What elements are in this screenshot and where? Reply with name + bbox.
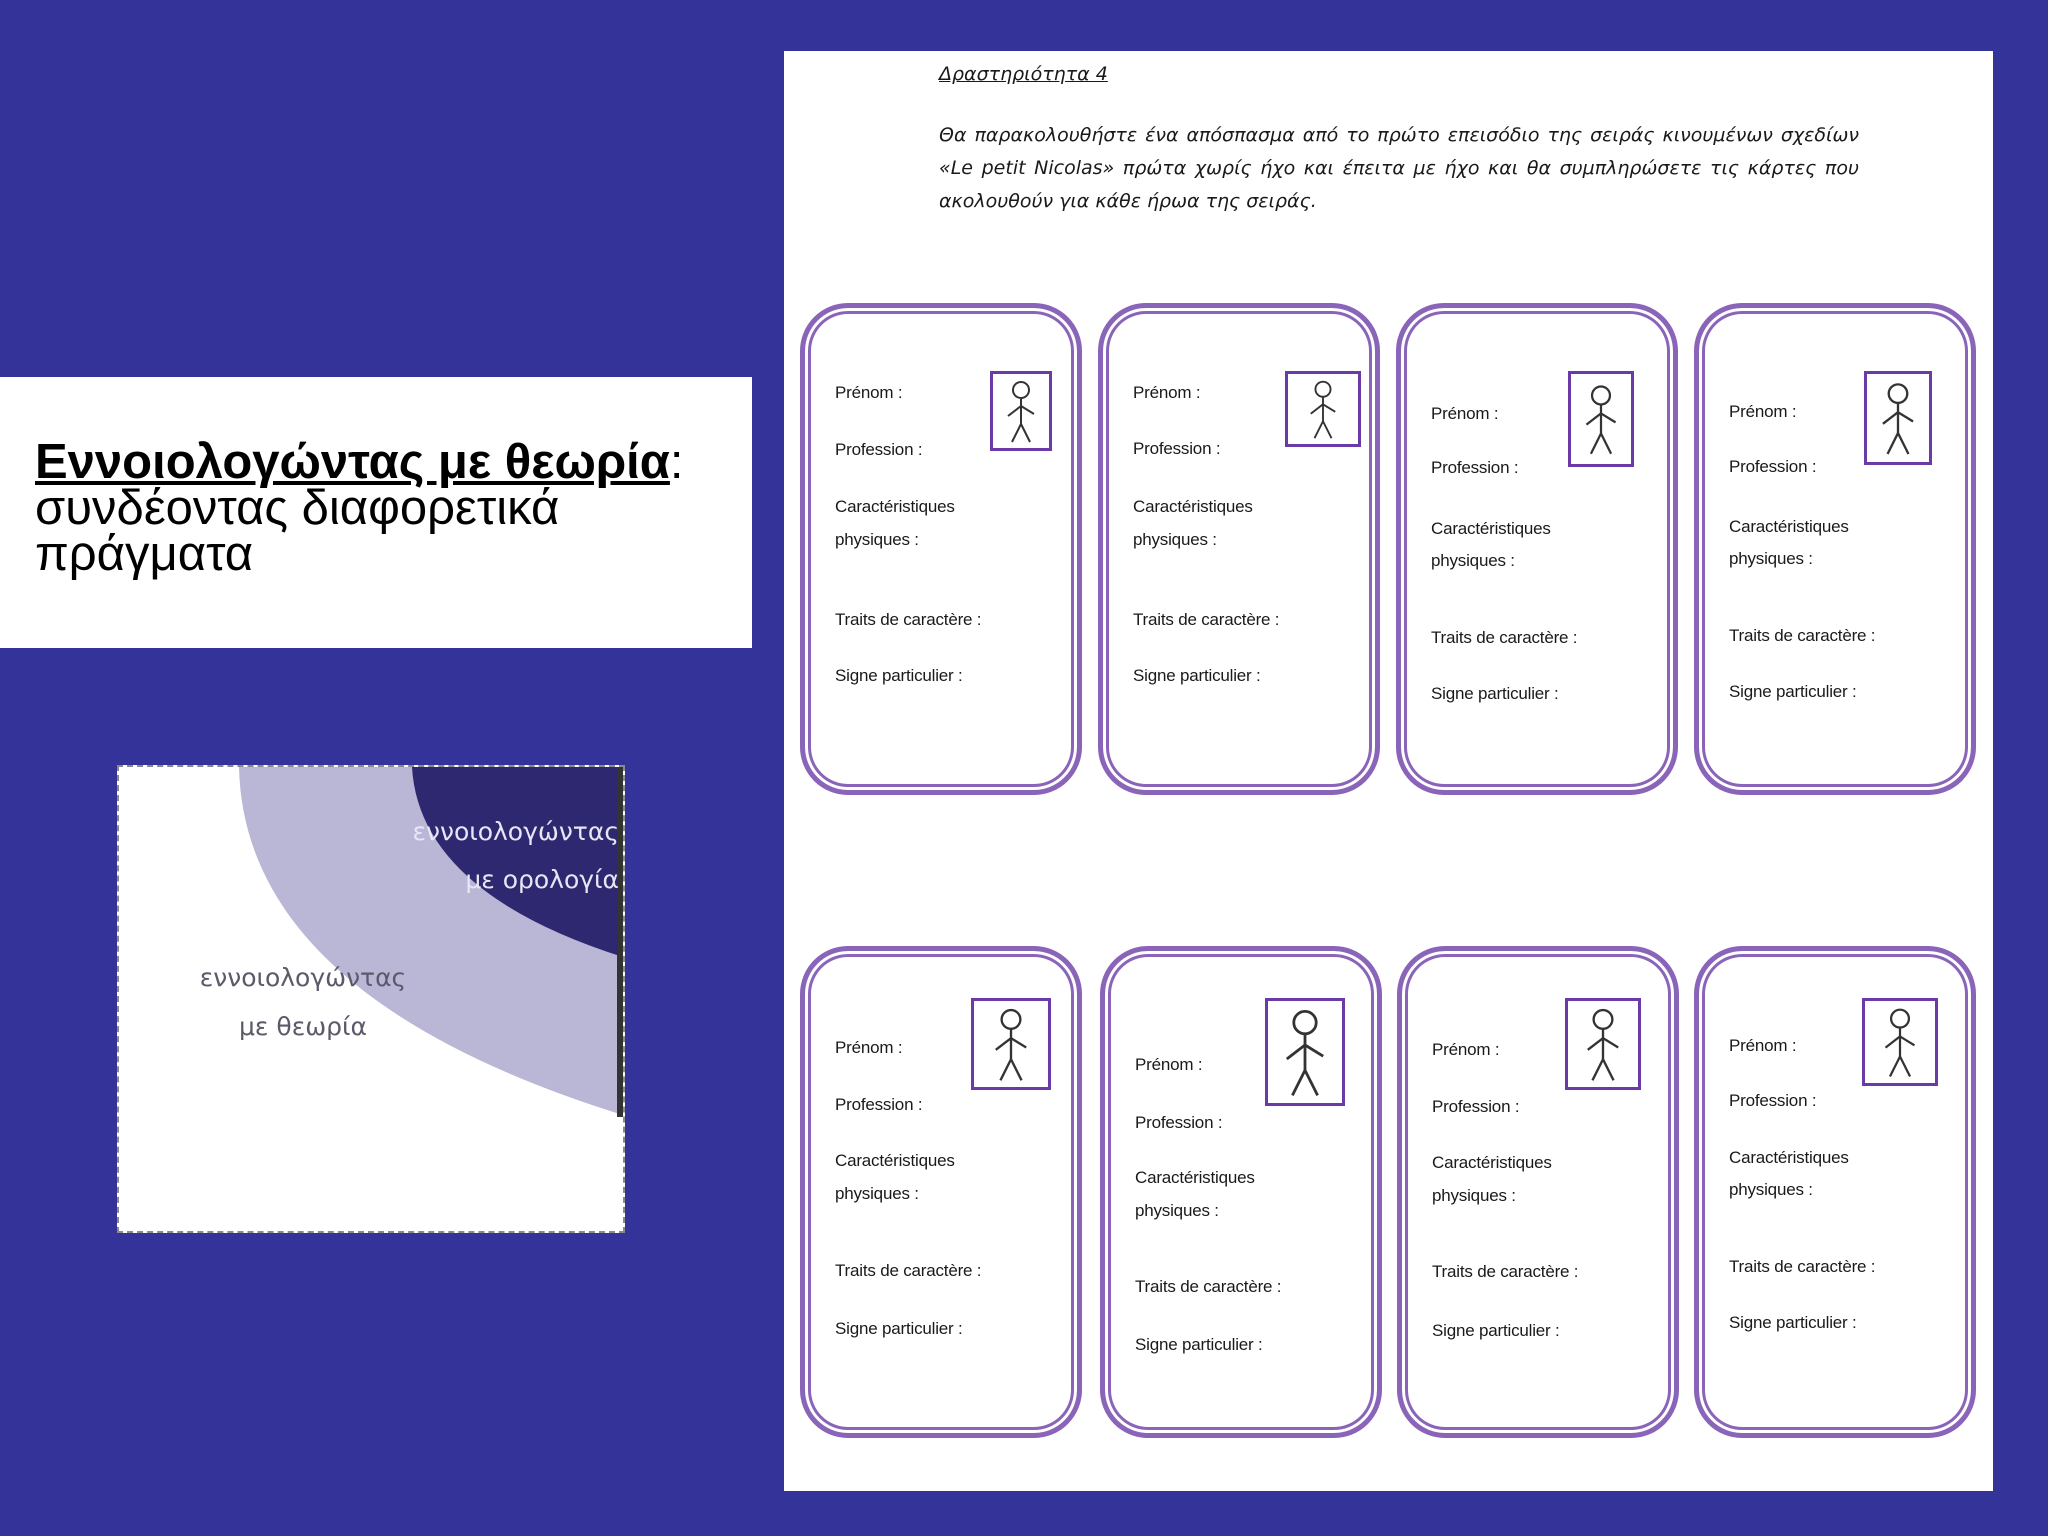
field-profession: Profession :: [1431, 458, 1519, 477]
character-card: [800, 946, 1082, 1438]
field-physiques: physiques :: [835, 530, 919, 549]
field-physiques: physiques :: [1133, 530, 1217, 549]
field-traits: Traits de caractère :: [835, 610, 982, 629]
field-traits: Traits de caractère :: [1729, 1257, 1876, 1276]
slide-title: [35, 435, 718, 581]
field-profession: Profession :: [1432, 1097, 1520, 1116]
field-prenom: Prénom :: [1432, 1040, 1500, 1059]
boy-with-bag-icon: [971, 998, 1051, 1090]
outer-label-1: εννοιολογώντας: [199, 963, 407, 992]
field-caracteristiques: Caractéristiques: [1133, 497, 1253, 516]
field-caracteristiques: Caractéristiques: [1135, 1168, 1255, 1187]
character-card: [1694, 303, 1976, 795]
field-profession: Profession :: [1729, 457, 1817, 476]
field-traits: Traits de caractère :: [1729, 626, 1876, 645]
field-traits: Traits de caractère :: [1133, 610, 1280, 629]
title-subtitle: συνδέοντας διαφορετικά πράγματα: [35, 481, 560, 581]
field-physiques: physiques :: [1432, 1186, 1516, 1205]
field-signe: Signe particulier :: [1135, 1335, 1263, 1354]
concept-diagram-svg: [119, 767, 623, 1231]
field-profession: Profession :: [1729, 1091, 1817, 1110]
worksheet-document: [784, 51, 1993, 1491]
concept-diagram: [117, 765, 625, 1233]
girl-with-hair-icon: [1862, 998, 1938, 1086]
outer-label-2: με θεωρία: [239, 1012, 367, 1041]
field-physiques: physiques :: [1729, 1180, 1813, 1199]
field-caracteristiques: Caractéristiques: [1431, 519, 1551, 538]
field-traits: Traits de caractère :: [1135, 1277, 1282, 1296]
title-bold: Εννοιολογώντας με θεωρία: [35, 435, 670, 489]
title-colon: :: [669, 435, 684, 489]
character-card: [1098, 303, 1380, 795]
inner-label-2: με ορολογία: [465, 865, 619, 894]
activity-instructions: Θα παρακολουθήστε ένα απόσπασμα από το πρώτο επεισόδιο της σειράς κινουμένων σχεδίων «Le petit Nicolas» πρώτα χωρίς ήχο και έπειτα με ήχο και θα συμπληρώσετε τις κάρτες που ακολουθούν για κάθε ήρωα της σειράς.: [939, 124, 1859, 212]
character-card: [1396, 303, 1678, 795]
field-caracteristiques: Caractéristiques: [1432, 1153, 1552, 1172]
running-boy-icon: [990, 371, 1052, 451]
field-prenom: Prénom :: [1729, 402, 1797, 421]
field-caracteristiques: Caractéristiques: [1729, 517, 1849, 536]
field-prenom: Prénom :: [1431, 404, 1499, 423]
field-profession: Profession :: [1133, 439, 1221, 458]
field-caracteristiques: Caractéristiques: [835, 1151, 955, 1170]
field-caracteristiques: Caractéristiques: [835, 497, 955, 516]
activity-title: Δραστηριότητα 4: [939, 63, 1108, 85]
field-prenom: Prénom :: [1133, 383, 1201, 402]
field-physiques: physiques :: [1729, 549, 1813, 568]
field-profession: Profession :: [1135, 1113, 1223, 1132]
field-prenom: Prénom :: [1135, 1055, 1203, 1074]
field-signe: Signe particulier :: [1729, 1313, 1857, 1332]
field-physiques: physiques :: [1431, 551, 1515, 570]
standing-man-icon: [1568, 371, 1634, 467]
teacher-at-desk-icon: [1565, 998, 1641, 1090]
character-card: [800, 303, 1082, 795]
field-signe: Signe particulier :: [1431, 684, 1559, 703]
field-signe: Signe particulier :: [1432, 1321, 1560, 1340]
field-prenom: Prénom :: [835, 1038, 903, 1057]
title-box: [0, 377, 752, 648]
boy-with-box-icon: [1285, 371, 1361, 447]
character-card: [1694, 946, 1976, 1438]
jumping-boy-icon: [1864, 371, 1932, 465]
character-card: [1397, 946, 1679, 1438]
worksheet-header: [939, 63, 1859, 218]
inner-label-1: εννοιολογώντας: [412, 817, 619, 846]
cyclist-icon: [1265, 998, 1345, 1106]
field-signe: Signe particulier :: [1729, 682, 1857, 701]
field-signe: Signe particulier :: [1133, 666, 1261, 685]
field-caracteristiques: Caractéristiques: [1729, 1148, 1849, 1167]
field-signe: Signe particulier :: [835, 1319, 963, 1338]
field-prenom: Prénom :: [1729, 1036, 1797, 1055]
field-profession: Profession :: [835, 1095, 923, 1114]
field-profession: Profession :: [835, 440, 923, 459]
field-traits: Traits de caractère :: [1431, 628, 1578, 647]
field-physiques: physiques :: [1135, 1201, 1219, 1220]
field-traits: Traits de caractère :: [835, 1261, 982, 1280]
field-traits: Traits de caractère :: [1432, 1262, 1579, 1281]
character-card: [1100, 946, 1382, 1438]
field-signe: Signe particulier :: [835, 666, 963, 685]
field-prenom: Prénom :: [835, 383, 903, 402]
field-physiques: physiques :: [835, 1184, 919, 1203]
